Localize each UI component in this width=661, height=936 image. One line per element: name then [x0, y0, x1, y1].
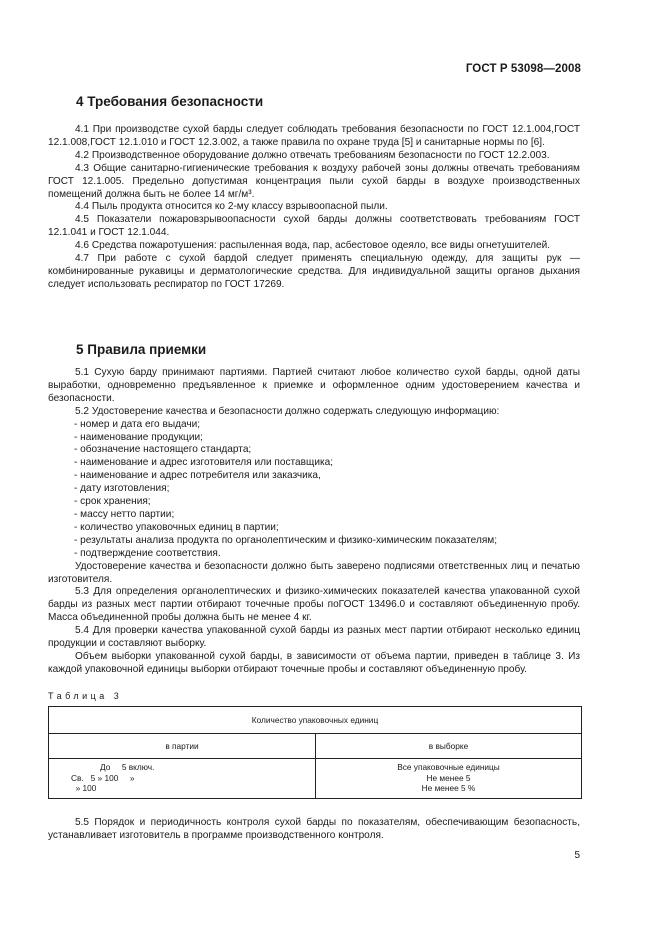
list-item: - обозначение настоящего стандарта; — [74, 444, 252, 456]
list-item: - срок хранения; — [74, 496, 151, 508]
table-3-sample-cell — [316, 759, 582, 799]
table-3-sample-row-3: Не менее 5 % — [421, 783, 476, 794]
paragraph-5-1: 5.1 Сухую барду принимают партиями. Партией считают любое количество сухой барды, одной даты выработки, одновременно предъявленное к приемке и оформленное одним удостоверением качества и безопасности. — [48, 367, 580, 404]
table-3-sample-row-2: Не менее 5 — [426, 772, 471, 783]
paragraph-4-1: 4.1 При производстве сухой барды следует соблюдать требования безопасности по ГОСТ 12.1.004,ГОСТ 12.1.008,ГОСТ 12.1.010 и ГОСТ 12.3.002, а также правила по охране труда [5] и санитарные нормы по [6]. — [48, 124, 580, 148]
paragraph-5-3: 5.3 Для определения органолептических и физико-химических показателей качества упакованной сухой барды из разных мест партии отбирают точечные пробы поГОСТ 13496.0 и составляют объединенную пробу. Масса объединенной пробы должна быть не менее 4 кг. — [48, 586, 580, 624]
paragraph-5-4: 5.4 Для проверки качества упакованной сухой барды из разных мест партии отбирают несколько единиц продукции и составляют выборку. — [48, 625, 580, 650]
table-3-sample-row-1: Все упаковочные единицы — [397, 762, 500, 772]
paragraph-4-3: 4.3 Общие санитарно-гигиенические требования к воздуху рабочей зоны должны отвечать требованиям ГОСТ 12.1.005. Предельно допустимая концентрация пыли сухой барды в воздухе производственных помещений должна быть не более 14 мг/м³. — [48, 162, 580, 200]
paragraph-4-6: 4.6 Средства пожаротушения: распыленная вода, пар, асбестовое одеяло, все виды огнетушителей. — [75, 240, 551, 252]
list-item: - массу нетто партии; — [74, 508, 175, 520]
table-3 — [48, 706, 582, 799]
list-item: - количество упаковочных единиц в партии; — [74, 521, 279, 533]
table-3-lot-cell — [49, 759, 316, 799]
paragraph-4-7: 4.7 При работе с сухой бардой следует применять специальную одежду, для защиты рук — комбинированные рукавицы и дерматологические средства. Для индивидуальной защиты органов дыхания следует использовать респиратор по ГОСТ 17269. — [48, 253, 580, 290]
table-3-col-sample: в выборке — [316, 734, 582, 759]
section-4-title: 4 Требования безопасности — [76, 94, 264, 109]
list-item: - подтверждение соответствия. — [74, 547, 221, 559]
paragraph-5-2: 5.2 Удостоверение качества и безопасности должно содержать следующую информацию: — [75, 405, 500, 417]
section-5-body — [48, 367, 580, 677]
table-3-caption: Таблица 3 — [48, 691, 123, 701]
list-item: - наименование и адрес потребителя или заказчика, — [74, 470, 321, 482]
table-3-header-main: Количество упаковочных единиц — [49, 707, 582, 734]
list-item: - результаты анализа продукта по органолептическим и физико-химическим показателям; — [74, 534, 498, 546]
paragraph-5-5: 5.5 Порядок и периодичность контроля сухой барды по показателям, обеспечивающим безопасность, устанавливает изготовитель в программе производственного контроля. — [48, 817, 580, 841]
list-item: - наименование продукции; — [74, 431, 203, 443]
section-4-body — [48, 124, 580, 292]
list-item: - номер и дата его выдачи; — [74, 418, 201, 430]
paragraph-4-4: 4.4 Пыль продукта относится ко 2-му классу взрывоопасной пыли. — [75, 201, 388, 213]
list-item: - наименование и адрес изготовителя или поставщика; — [74, 457, 334, 469]
section-5-title: 5 Правила приемки — [76, 342, 207, 357]
paragraph-4-5: 4.5 Показатели пожаровзрывоопасности сухой барды должны соответствовать требованиям ГОСТ 12.1.041 и ГОСТ 12.1.044. — [48, 214, 580, 239]
paragraph-signature: Удостоверение качества и безопасности должно быть заверено подписями ответственных лиц и печатью изготовителя. — [48, 560, 580, 585]
paragraph-4-2: 4.2 Производственное оборудование должно отвечать требованиям безопасности по ГОСТ 12.2.003. — [75, 149, 550, 161]
table-3-lot-row-3: » 100 — [71, 783, 97, 794]
table-3-col-lot: в партии — [49, 734, 316, 759]
list-item: - дату изготовления; — [74, 483, 170, 495]
paragraph-sample-volume: Объем выборки упакованной сухой барды, в зависимости от объема партии, приведен в таблице 3. Из каждой упаковочной единицы выборки отбирают точечные пробы и составляют объединенную пробу. — [48, 650, 580, 675]
page-number: 5 — [574, 850, 580, 861]
document-header: ГОСТ Р 53098—2008 — [465, 63, 581, 75]
section-5-body-tail — [48, 817, 580, 843]
table-3-lot-row-1: До 5 включ. — [100, 762, 155, 772]
table-3-lot-row-2: Св. 5 » 100 » — [71, 772, 135, 783]
